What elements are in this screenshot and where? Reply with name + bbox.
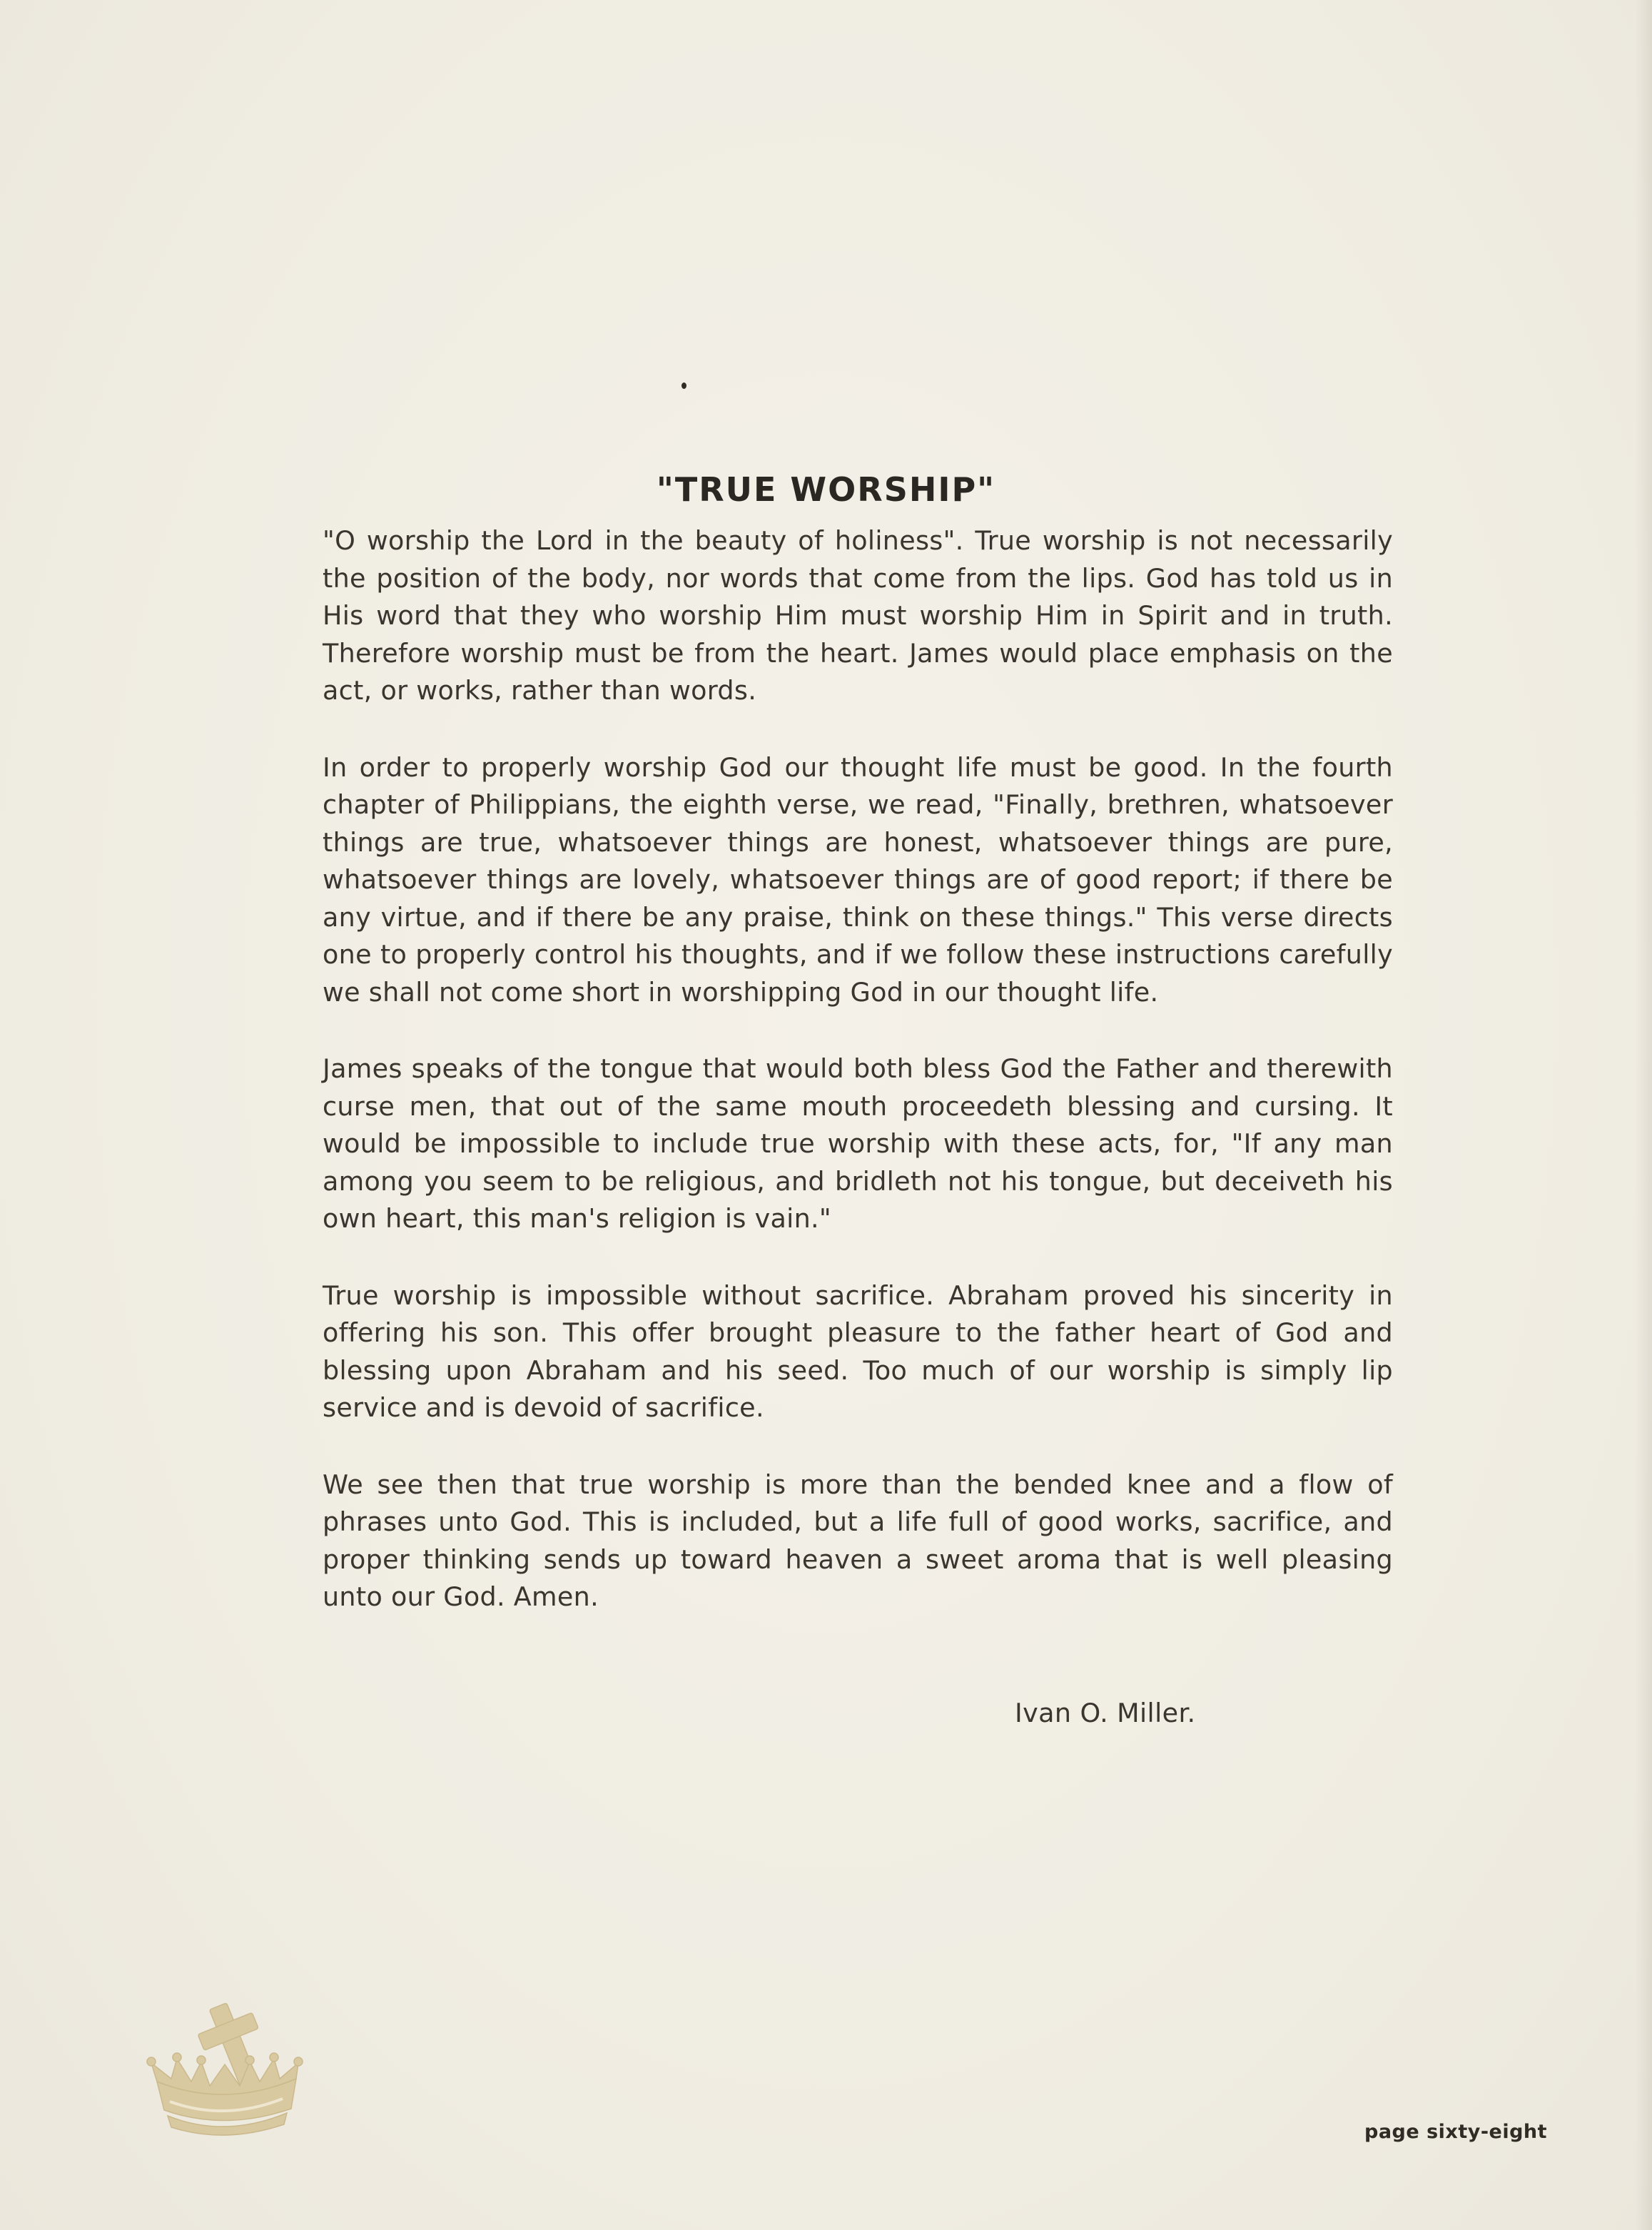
- document-title: "TRUE WORSHIP": [656, 470, 996, 509]
- paragraph-3: James speaks of the tongue that would both bless God the Father and therewith curse men, that out of the same mouth proceedeth blessing and cursing. It would be impossible to include true worship with these acts, for, "If any man among you seem to be religious, and bridleth not his tongue, but deceiveth his own heart, this man's religion is vain.": [323, 1053, 1393, 1234]
- crown-and-cross-icon: [136, 2002, 314, 2144]
- paragraph-4: True worship is impossible without sacrifice. Abraham proved his sincerity in offering his son. This offer brought pleasure to the father heart of God and blessing upon Abraham and his seed. Too much of our worship is simply lip service and is devoid of sacrifice.: [323, 1279, 1393, 1423]
- page-edge-shadow: [1635, 0, 1652, 2230]
- paragraph-2: In order to properly worship God our thought life must be good. In the fourth chapter of Philippians, the eighth verse, we read, "Finally, brethren, whatsoever things are true, whatsoever things are honest, whatsoever things are pure, whatsoever things are lovely, whatsoever things are of good report; if there be any virtue, and if there be any praise, think on these things." This verse directs one to properly control his thoughts, and if we follow these instructions carefully we shall not come short in worshipping God in our thought life.: [323, 751, 1393, 1008]
- paragraph-5: We see then that true worship is more than the bended knee and a flow of phrases unto God. This is included, but a life full of good works, sacrifice, and proper thinking sends up toward heaven a sweet aroma that is well pleasing unto our God. Amen.: [323, 1469, 1393, 1612]
- ink-speck: [681, 382, 686, 389]
- page-number: page sixty-eight: [1364, 2121, 1548, 2143]
- author-signature: Ivan O. Miller.: [1015, 1698, 1196, 1728]
- paragraph-1: "O worship the Lord in the beauty of holiness". True worship is not necessarily the position of the body, nor words that come from the lips. God has told us in His word that they who worship Him must worship Him in Spirit and in truth. Therefore worship must be from the heart. James would place emphasis on the act, or works, rather than words.: [323, 525, 1393, 706]
- article-body: [323, 522, 1393, 1656]
